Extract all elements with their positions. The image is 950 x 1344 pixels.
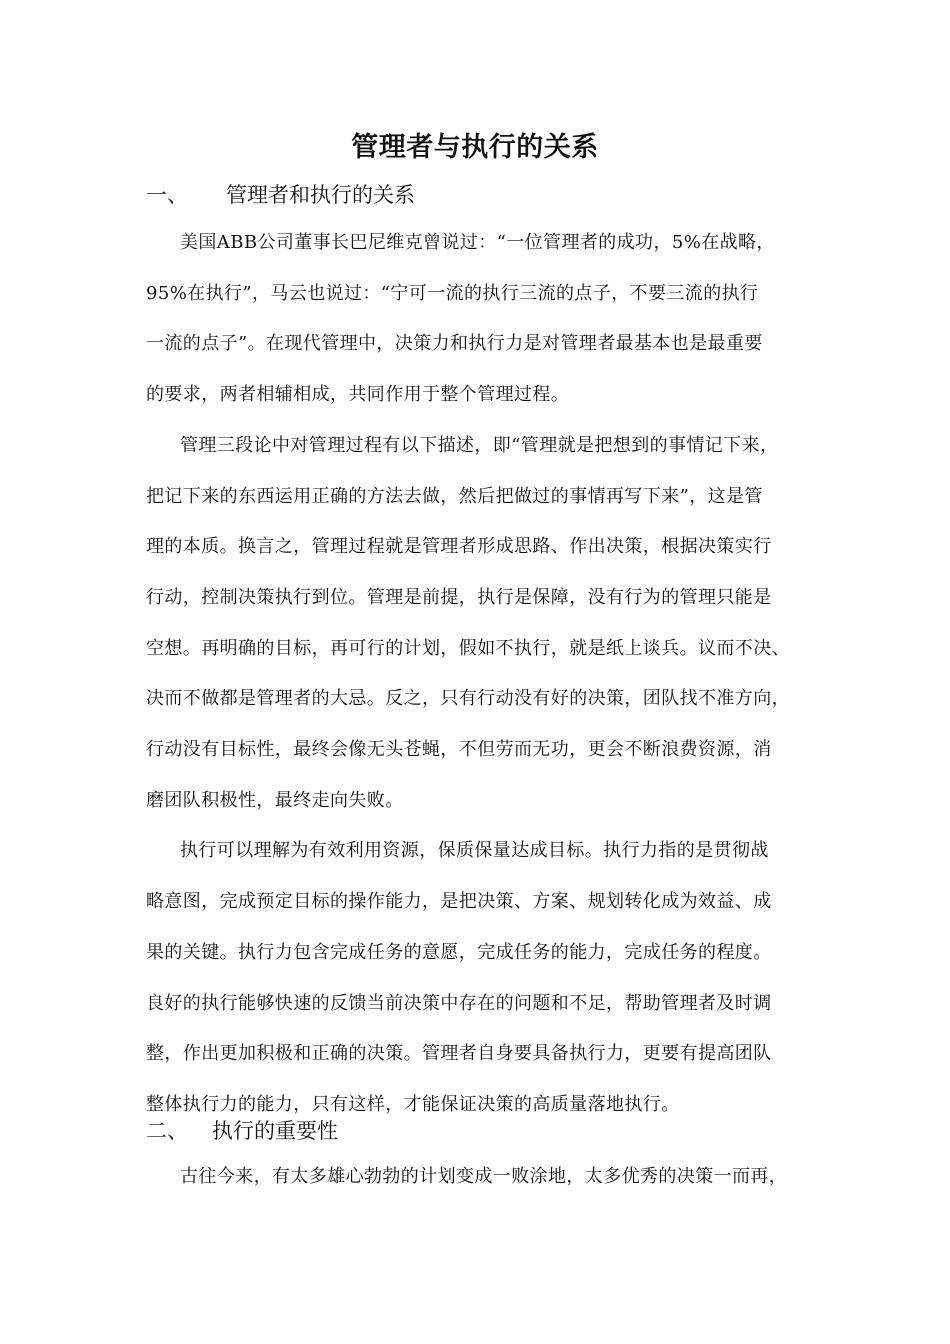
paragraph xyxy=(146,421,814,827)
section-heading-1 xyxy=(146,179,415,211)
text-line: 决而不做都是管理者的大忌。反之，只有行动没有好的决策，团队找不准方向， xyxy=(146,688,790,710)
text-line: 整体执行力的能力，只有这样，才能保证决策的高质量落地执行。 xyxy=(146,1093,680,1115)
text-line: 古往今来，有太多雄心勃勃的计划变成一败涂地，太多优秀的决策一而再， xyxy=(180,1166,788,1187)
paragraph xyxy=(146,218,814,421)
text-line: 良好的执行能够快速的反馈当前决策中存在的问题和不足，帮助管理者及时调 xyxy=(146,992,772,1014)
section-heading-2 xyxy=(146,1115,338,1147)
text-line: 磨团队积极性，最终走向失败。 xyxy=(146,789,404,811)
text-line: 行动，控制决策执行到位。管理是前提，执行是保障，没有行为的管理只能是 xyxy=(146,586,772,608)
text-line: 美国ABB公司董事长巴尼维克曾说过：“一位管理者的成功，5%在战略， xyxy=(180,232,775,253)
text-line: 行动没有目标性，最终会像无头苍蝇，不但劳而无功，更会不断浪费资源，消 xyxy=(146,739,772,761)
section-number-1: 一、 xyxy=(146,183,188,207)
text-line: 空想。再明确的目标，再可行的计划，假如不执行，就是纸上谈兵。议而不决、 xyxy=(146,637,790,659)
text-line: 管理三段论中对管理过程有以下描述，即“管理就是把想到的事情记下来， xyxy=(180,434,779,456)
text-line: 理的本质。换言之，管理过程就是管理者形成思路、作出决策，根据决策实行 xyxy=(146,536,772,558)
paragraph xyxy=(146,1152,814,1203)
section-body-2 xyxy=(146,1152,814,1203)
section-number-2: 二、 xyxy=(146,1119,188,1143)
document-title: 管理者与执行的关系 xyxy=(351,132,599,163)
section-body-1 xyxy=(146,218,814,1131)
text-line: 的要求，两者相辅相成，共同作用于整个管理过程。 xyxy=(146,384,570,406)
text-line: 果的关键。执行力包含完成任务的意愿，完成任务的能力，完成任务的程度。 xyxy=(146,941,772,963)
text-line: 一流的点子”。在现代管理中，决策力和执行力是对管理者最基本也是最重要 xyxy=(146,333,763,355)
text-line: 执行可以理解为有效利用资源，保质保量达成目标。执行力指的是贯彻战 xyxy=(180,840,769,862)
paragraph xyxy=(146,826,814,1130)
section-title-2: 执行的重要性 xyxy=(212,1119,338,1143)
text-line: 略意图，完成预定目标的操作能力，是把决策、方案、规划转化成为效益、成 xyxy=(146,891,772,913)
section-title-1: 管理者和执行的关系 xyxy=(226,183,415,207)
text-line: 整，作出更加积极和正确的决策。管理者自身要具备执行力，更要有提高团队 xyxy=(146,1043,772,1065)
text-line: 95%在执行”，马云也说过：“宁可一流的执行三流的点子，不要三流的执行 xyxy=(146,282,759,304)
text-line: 把记下来的东西运用正确的方法去做，然后把做过的事情再写下来”，这是管 xyxy=(146,485,763,507)
